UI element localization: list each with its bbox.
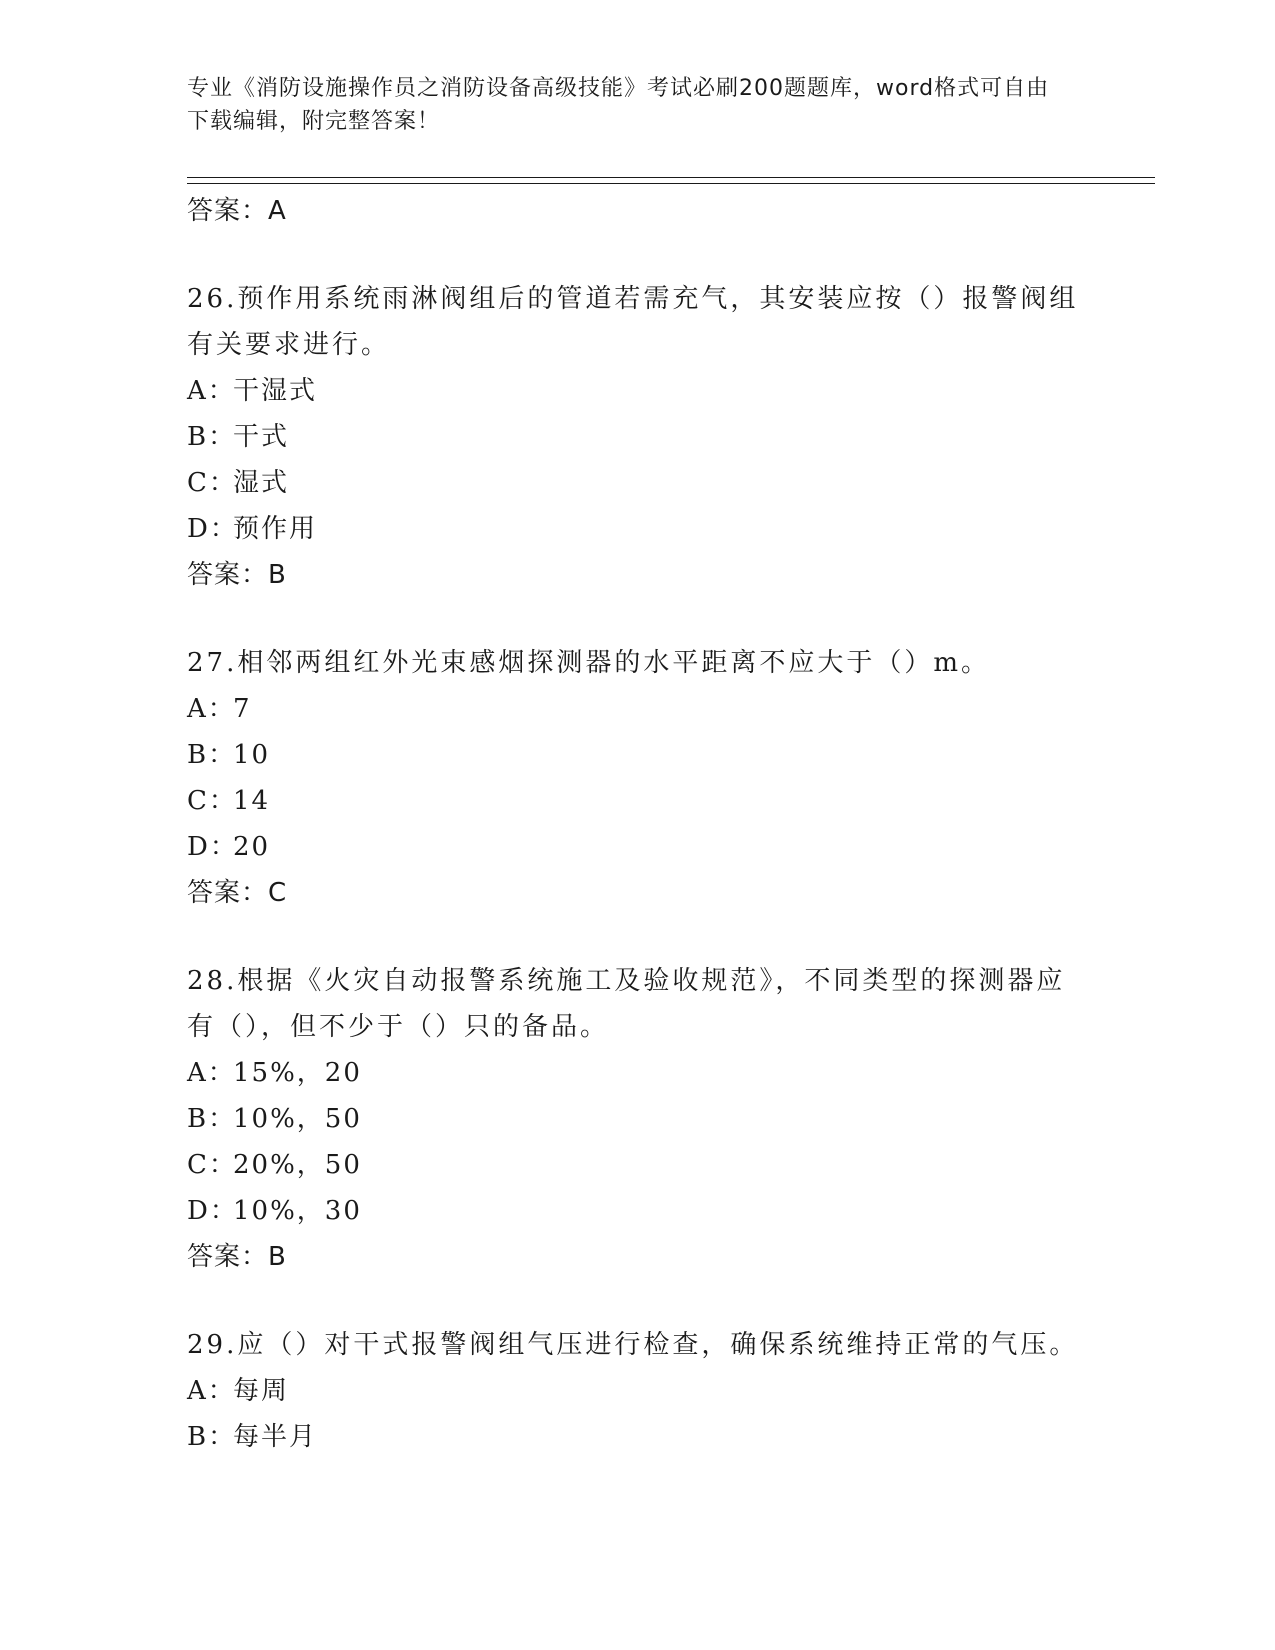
option-letter: D： bbox=[187, 1196, 238, 1226]
option-text: 每周 bbox=[233, 1376, 290, 1406]
option-a bbox=[187, 368, 1087, 414]
option-text: 14 bbox=[233, 786, 271, 816]
option-text: 10%，50 bbox=[233, 1104, 362, 1134]
option-text: 10 bbox=[233, 740, 271, 770]
option-c bbox=[187, 460, 1087, 506]
option-letter: A： bbox=[187, 376, 236, 406]
option-text: 10%，30 bbox=[233, 1196, 362, 1226]
answer-line: 答案：C bbox=[187, 878, 288, 908]
option-letter: A： bbox=[187, 694, 236, 724]
question-26 bbox=[187, 276, 1087, 598]
question-stem: 27.相邻两组红外光束感烟探测器的水平距离不应大于（）m。 bbox=[187, 648, 991, 678]
option-b bbox=[187, 414, 1087, 460]
question-stem: 26.预作用系统雨淋阀组后的管道若需充气，其安装应按（）报警阀组有关要求进行。 bbox=[187, 284, 1079, 360]
question-29 bbox=[187, 1322, 1087, 1460]
option-letter: C： bbox=[187, 1150, 237, 1180]
question-28 bbox=[187, 958, 1087, 1280]
option-letter: C： bbox=[187, 468, 237, 498]
option-letter: D： bbox=[187, 832, 238, 862]
page-header: 专业《消防设施操作员之消防设备高级技能》考试必刷200题题库，word格式可自由下载编辑，附完整答案！ bbox=[187, 76, 1050, 134]
option-d bbox=[187, 506, 1087, 552]
option-a bbox=[187, 1050, 1087, 1096]
option-c bbox=[187, 778, 1087, 824]
header-divider bbox=[187, 177, 1155, 184]
option-letter: B： bbox=[187, 1104, 237, 1134]
question-stem: 29.应（）对干式报警阀组气压进行检查，确保系统维持正常的气压。 bbox=[187, 1330, 1079, 1360]
question-stem: 28.根据《火灾自动报警系统施工及验收规范》，不同类型的探测器应有（），但不少于（）只的备品。 bbox=[187, 966, 1066, 1042]
option-text: 20%，50 bbox=[233, 1150, 362, 1180]
question-27 bbox=[187, 640, 1087, 916]
answer-line: 答案：B bbox=[187, 560, 287, 590]
option-a bbox=[187, 1368, 1087, 1414]
option-letter: C： bbox=[187, 786, 237, 816]
option-text: 预作用 bbox=[233, 514, 318, 544]
answer-line: 答案：A bbox=[187, 196, 287, 226]
option-text: 20 bbox=[233, 832, 271, 862]
option-text: 干式 bbox=[233, 422, 290, 452]
option-text: 15%，20 bbox=[233, 1058, 362, 1088]
option-d bbox=[187, 824, 1087, 870]
option-d bbox=[187, 1188, 1087, 1234]
option-text: 干湿式 bbox=[233, 376, 318, 406]
option-b bbox=[187, 1414, 1087, 1460]
option-a bbox=[187, 686, 1087, 732]
option-b bbox=[187, 1096, 1087, 1142]
option-letter: B： bbox=[187, 740, 237, 770]
option-letter: A： bbox=[187, 1058, 236, 1088]
option-text: 7 bbox=[233, 694, 252, 724]
option-letter: D： bbox=[187, 514, 238, 544]
question-list bbox=[187, 188, 1087, 1460]
option-c bbox=[187, 1142, 1087, 1188]
option-letter: B： bbox=[187, 422, 237, 452]
option-letter: A： bbox=[187, 1376, 236, 1406]
option-b bbox=[187, 732, 1087, 778]
option-text: 湿式 bbox=[233, 468, 290, 498]
answer-line: 答案：B bbox=[187, 1242, 287, 1272]
option-letter: B： bbox=[187, 1422, 237, 1452]
option-text: 每半月 bbox=[233, 1422, 318, 1452]
